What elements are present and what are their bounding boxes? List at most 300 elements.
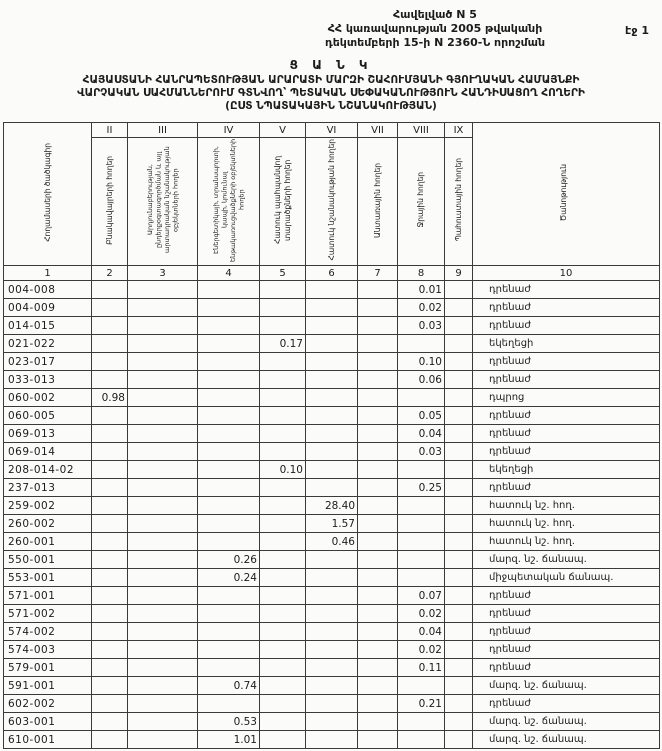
area-value-cell (306, 551, 358, 569)
area-value-cell (445, 677, 473, 695)
area-value-cell: 0.02 (398, 299, 445, 317)
area-value-cell (306, 641, 358, 659)
parcel-code-cell: 259-002 (4, 497, 92, 515)
table-row (4, 407, 660, 425)
area-value-cell (92, 713, 128, 731)
area-value-cell (92, 407, 128, 425)
area-value-cell (92, 299, 128, 317)
area-value-cell (92, 479, 128, 497)
parcel-code-cell: 574-003 (4, 641, 92, 659)
area-value-cell (445, 533, 473, 551)
table-row (4, 677, 660, 695)
area-value-cell (128, 533, 198, 551)
column-header-special-purpose-lands: Հատուկ նշանակության հողեր (306, 138, 358, 266)
area-value-cell (445, 641, 473, 659)
area-value-cell (92, 443, 128, 461)
table-row (4, 641, 660, 659)
area-value-cell: 0.74 (198, 677, 260, 695)
area-value-cell (445, 371, 473, 389)
table-row (4, 389, 660, 407)
area-value-cell (260, 497, 306, 515)
area-value-cell (198, 425, 260, 443)
note-cell: դրենաժ (473, 605, 660, 623)
area-value-cell: 0.01 (398, 281, 445, 299)
area-value-cell: 0.02 (398, 605, 445, 623)
parcel-code-cell: 610-001 (4, 731, 92, 749)
column-number: 3 (128, 266, 198, 281)
parcel-code-cell: 060-002 (4, 389, 92, 407)
area-value-cell (260, 569, 306, 587)
note-cell: դրենաժ (473, 623, 660, 641)
area-value-cell (398, 497, 445, 515)
area-value-cell (445, 497, 473, 515)
area-value-cell (128, 407, 198, 425)
parcel-code-cell: 069-013 (4, 425, 92, 443)
area-value-cell (128, 605, 198, 623)
area-value-cell (260, 281, 306, 299)
area-value-cell (358, 623, 398, 641)
area-value-cell (445, 587, 473, 605)
note-cell: մարզ. նշ. ճանապ. (473, 731, 660, 749)
area-value-cell (92, 371, 128, 389)
area-value-cell: 0.10 (260, 461, 306, 479)
area-value-cell (260, 299, 306, 317)
area-value-cell (128, 389, 198, 407)
area-value-cell (128, 677, 198, 695)
area-value-cell (92, 335, 128, 353)
column-number: 4 (198, 266, 260, 281)
note-cell: դրենաժ (473, 407, 660, 425)
area-value-cell (260, 677, 306, 695)
area-value-cell (445, 731, 473, 749)
table-row (4, 695, 660, 713)
area-value-cell (358, 353, 398, 371)
area-value-cell (128, 659, 198, 677)
area-value-cell: 0.10 (398, 353, 445, 371)
area-value-cell (128, 479, 198, 497)
area-value-cell (306, 371, 358, 389)
area-value-cell (445, 605, 473, 623)
area-value-cell: 0.11 (398, 659, 445, 677)
area-value-cell: 0.03 (398, 443, 445, 461)
area-value-cell (128, 551, 198, 569)
area-value-cell (445, 425, 473, 443)
roman-numeral-IV: IV (198, 123, 260, 138)
column-number: 2 (92, 266, 128, 281)
area-value-cell: 1.57 (306, 515, 358, 533)
column-number: 10 (473, 266, 660, 281)
table-row (4, 551, 660, 569)
column-header-settlement-lands: Բնակավայրերի հողեր (92, 138, 128, 266)
area-value-cell: 0.06 (398, 371, 445, 389)
parcel-code-cell: 591-001 (4, 677, 92, 695)
area-value-cell (358, 497, 398, 515)
column-header-forest-lands: Անտառային հողեր (358, 138, 398, 266)
area-value-cell (398, 533, 445, 551)
table-row (4, 569, 660, 587)
area-value-cell (445, 713, 473, 731)
area-value-cell (260, 389, 306, 407)
area-value-cell (92, 425, 128, 443)
table-row (4, 371, 660, 389)
parcel-code-cell: 033-013 (4, 371, 92, 389)
area-value-cell (358, 731, 398, 749)
parcel-code-cell: 571-002 (4, 605, 92, 623)
area-value-cell (128, 299, 198, 317)
area-value-cell (306, 569, 358, 587)
area-value-cell: 0.24 (198, 569, 260, 587)
area-value-cell (358, 281, 398, 299)
subtitle-line-1: ՀԱՅԱՍՏԱՆԻ ՀԱՆՐԱՊԵՏՈՒԹՅԱՆ ԱՐԱՐԱՏԻ ՄԱՐԶԻ ՇԱՀՈՒՄՅԱՆԻ ԳՅՈՒՂԱԿԱՆ ՀԱՄԱՅՆՔԻ (82, 74, 580, 86)
note-cell: հատուկ նշ. հող. (473, 497, 660, 515)
area-value-cell (358, 407, 398, 425)
column-number: 5 (260, 266, 306, 281)
column-number: 6 (306, 266, 358, 281)
area-value-cell (358, 569, 398, 587)
area-value-cell (260, 695, 306, 713)
parcel-code-cell: 602-002 (4, 695, 92, 713)
parcel-code-cell: 023-017 (4, 353, 92, 371)
note-cell: դրենաժ (473, 425, 660, 443)
area-value-cell (398, 569, 445, 587)
area-value-cell (128, 623, 198, 641)
parcel-code-cell: 014-015 (4, 317, 92, 335)
area-value-cell (306, 407, 358, 425)
area-value-cell (306, 389, 358, 407)
area-value-cell: 28.40 (306, 497, 358, 515)
area-value-cell (358, 515, 398, 533)
area-value-cell (306, 443, 358, 461)
area-value-cell (92, 605, 128, 623)
area-value-cell (260, 425, 306, 443)
area-value-cell: 0.26 (198, 551, 260, 569)
area-value-cell (260, 641, 306, 659)
area-value-cell (128, 569, 198, 587)
area-value-cell (198, 461, 260, 479)
area-value-cell (358, 335, 398, 353)
area-value-cell (92, 641, 128, 659)
area-value-cell (92, 515, 128, 533)
parcel-code-cell: 004-008 (4, 281, 92, 299)
area-value-cell (306, 713, 358, 731)
area-value-cell (128, 695, 198, 713)
area-value-cell (358, 551, 398, 569)
area-value-cell (260, 659, 306, 677)
parcel-code-cell: 021-022 (4, 335, 92, 353)
area-value-cell: 0.25 (398, 479, 445, 497)
area-value-cell (306, 425, 358, 443)
area-value-cell (92, 731, 128, 749)
table-row (4, 497, 660, 515)
area-value-cell (445, 335, 473, 353)
area-value-cell (358, 713, 398, 731)
area-value-cell (358, 587, 398, 605)
area-value-cell (306, 695, 358, 713)
area-value-cell (445, 317, 473, 335)
roman-numeral-VIII: VIII (398, 123, 445, 138)
area-value-cell (358, 533, 398, 551)
table-row (4, 299, 660, 317)
area-value-cell (128, 641, 198, 659)
note-cell: եկեղեցի (473, 461, 660, 479)
area-value-cell (260, 443, 306, 461)
area-value-cell (198, 335, 260, 353)
area-value-cell (358, 299, 398, 317)
table-row (4, 533, 660, 551)
area-value-cell (198, 299, 260, 317)
area-value-cell: 0.98 (92, 389, 128, 407)
area-value-cell (306, 677, 358, 695)
area-value-cell (398, 713, 445, 731)
area-value-cell (260, 587, 306, 605)
area-value-cell (358, 371, 398, 389)
area-value-cell (398, 677, 445, 695)
area-value-cell (306, 281, 358, 299)
table-row (4, 713, 660, 731)
area-value-cell (260, 533, 306, 551)
area-value-cell (398, 551, 445, 569)
area-value-cell (198, 533, 260, 551)
area-value-cell (306, 353, 358, 371)
area-value-cell (260, 515, 306, 533)
note-cell: մարզ. նշ. ճանապ. (473, 551, 660, 569)
roman-numeral-II: II (92, 123, 128, 138)
parcel-code-cell: 237-013 (4, 479, 92, 497)
area-value-cell (128, 713, 198, 731)
area-value-cell (198, 695, 260, 713)
parcel-code-cell: 060-005 (4, 407, 92, 425)
area-value-cell (306, 731, 358, 749)
area-value-cell: 1.01 (198, 731, 260, 749)
area-value-cell (260, 353, 306, 371)
area-value-cell (445, 407, 473, 425)
column-number-row (4, 266, 660, 281)
column-header-reserve-lands: Պահուստային հողեր (445, 138, 473, 266)
area-value-cell (92, 317, 128, 335)
area-value-cell (128, 371, 198, 389)
area-value-cell (92, 497, 128, 515)
area-value-cell: 0.04 (398, 623, 445, 641)
note-cell: դրենաժ (473, 353, 660, 371)
table-row (4, 623, 660, 641)
area-value-cell (445, 623, 473, 641)
area-value-cell (445, 443, 473, 461)
area-value-cell (128, 353, 198, 371)
parcel-code-cell: 553-001 (4, 569, 92, 587)
table-row (4, 587, 660, 605)
table-row (4, 425, 660, 443)
area-value-cell (306, 587, 358, 605)
area-value-cell (92, 677, 128, 695)
note-cell: դրենաժ (473, 371, 660, 389)
area-value-cell (128, 515, 198, 533)
area-value-cell (198, 317, 260, 335)
area-value-cell (306, 299, 358, 317)
area-value-cell (260, 371, 306, 389)
area-value-cell (398, 335, 445, 353)
area-value-cell (128, 425, 198, 443)
area-value-cell (198, 515, 260, 533)
table-body (4, 123, 660, 749)
note-cell: մարզ. նշ. ճանապ. (473, 677, 660, 695)
document-title: Ց Ա Ն Կ (289, 58, 373, 72)
area-value-cell (358, 425, 398, 443)
area-value-cell (306, 335, 358, 353)
column-number: 9 (445, 266, 473, 281)
area-value-cell (445, 479, 473, 497)
note-cell: դպրոց (473, 389, 660, 407)
area-value-cell (358, 695, 398, 713)
table-row (4, 317, 660, 335)
parcel-code-cell: 208-014-02 (4, 461, 92, 479)
appendix-line-1: Հավելված N 5 (393, 8, 477, 21)
area-value-cell (92, 569, 128, 587)
area-value-cell (445, 299, 473, 317)
area-value-cell (128, 335, 198, 353)
area-value-cell (260, 623, 306, 641)
note-cell: դրենաժ (473, 317, 660, 335)
area-value-cell (445, 389, 473, 407)
area-value-cell: 0.02 (398, 641, 445, 659)
area-value-cell (198, 479, 260, 497)
area-value-cell (92, 659, 128, 677)
area-value-cell: 0.53 (198, 713, 260, 731)
table-row (4, 281, 660, 299)
table-row (4, 353, 660, 371)
table-row (4, 335, 660, 353)
area-value-cell (128, 587, 198, 605)
table-row (4, 443, 660, 461)
area-value-cell (198, 623, 260, 641)
area-value-cell (306, 479, 358, 497)
parcel-code-cell: 603-001 (4, 713, 92, 731)
note-cell: դրենաժ (473, 587, 660, 605)
parcel-code-cell: 574-002 (4, 623, 92, 641)
area-value-cell (92, 533, 128, 551)
note-cell: դրենաժ (473, 443, 660, 461)
area-value-cell (128, 461, 198, 479)
roman-numeral-VII: VII (358, 123, 398, 138)
column-header-energy-transport-lands: Էներգետիկայի, տրանսպորտի, կապի, կոմունալ ենթակառուցվածքների օբյեկտների հողեր (198, 138, 260, 266)
column-header-water-lands: Ջրային հողեր (398, 138, 445, 266)
area-value-cell (198, 407, 260, 425)
note-cell: դրենաժ (473, 659, 660, 677)
note-cell: մարզ. նշ. ճանապ. (473, 713, 660, 731)
area-value-cell (306, 461, 358, 479)
note-cell: դրենաժ (473, 299, 660, 317)
parcel-code-cell: 579-001 (4, 659, 92, 677)
column-header-protected-area-lands: Հատուկ պահպանվող տարածքների հողեր (260, 138, 306, 266)
area-value-cell (128, 497, 198, 515)
note-cell: դրենաժ (473, 281, 660, 299)
area-value-cell: 0.17 (260, 335, 306, 353)
column-header-parcel-code: Հողամասերի ծածկագիր (4, 123, 92, 266)
area-value-cell (260, 605, 306, 623)
area-value-cell (128, 443, 198, 461)
area-value-cell (358, 659, 398, 677)
area-value-cell (398, 731, 445, 749)
area-value-cell (92, 461, 128, 479)
area-value-cell (445, 353, 473, 371)
area-value-cell (358, 461, 398, 479)
parcel-code-cell: 260-001 (4, 533, 92, 551)
area-value-cell (358, 641, 398, 659)
area-value-cell: 0.05 (398, 407, 445, 425)
note-cell: հատուկ նշ. հող. (473, 515, 660, 533)
appendix-line-2: ՀՀ կառավարության 2005 թվականի (327, 21, 543, 35)
area-value-cell (445, 515, 473, 533)
parcel-code-cell: 260-002 (4, 515, 92, 533)
area-value-cell (445, 461, 473, 479)
area-value-cell (306, 605, 358, 623)
area-value-cell (358, 479, 398, 497)
page-number: էջ 1 (625, 24, 649, 37)
roman-numeral-IX: IX (445, 123, 473, 138)
table-row (4, 479, 660, 497)
land-parcel-table (3, 122, 660, 749)
note-cell: հատուկ նշ. հող. (473, 533, 660, 551)
area-value-cell (398, 515, 445, 533)
table-row (4, 605, 660, 623)
document-header (3, 8, 659, 54)
roman-numeral-V: V (260, 123, 306, 138)
table-row (4, 515, 660, 533)
area-value-cell: 0.21 (398, 695, 445, 713)
column-number: 8 (398, 266, 445, 281)
area-value-cell (358, 389, 398, 407)
table-row (4, 461, 660, 479)
subtitle-line-2: ՎԱՐՉԱԿԱՆ ՍԱՀՄԱՆՆԵՐՈՒՄ ԳՏՆՎՈՂ՝ ՊԵՏԱԿԱՆ ՍԵՓԱԿԱՆՈՒԹՅՈՒՆ ՀԱՆԴԻՍԱՑՈՂ ՀՈՂԵՐԻ (77, 87, 585, 100)
area-value-cell (358, 677, 398, 695)
area-value-cell (198, 443, 260, 461)
area-value-cell (358, 443, 398, 461)
area-value-cell: 0.46 (306, 533, 358, 551)
area-value-cell (198, 587, 260, 605)
area-value-cell (92, 281, 128, 299)
note-cell: դրենաժ (473, 479, 660, 497)
roman-numeral-row (4, 123, 660, 138)
area-value-cell (92, 623, 128, 641)
area-value-cell (445, 695, 473, 713)
area-value-cell (92, 551, 128, 569)
area-value-cell (445, 569, 473, 587)
area-value-cell (260, 407, 306, 425)
area-value-cell (128, 317, 198, 335)
area-value-cell (306, 317, 358, 335)
area-value-cell (260, 551, 306, 569)
area-value-cell (260, 731, 306, 749)
area-value-cell (92, 587, 128, 605)
table-row (4, 659, 660, 677)
column-number: 7 (358, 266, 398, 281)
note-cell: եկեղեցի (473, 335, 660, 353)
area-value-cell (260, 317, 306, 335)
area-value-cell (260, 713, 306, 731)
area-value-cell (198, 281, 260, 299)
appendix-reference (265, 8, 605, 49)
parcel-code-cell: 069-014 (4, 443, 92, 461)
area-value-cell (398, 389, 445, 407)
area-value-cell (306, 659, 358, 677)
column-number: 1 (4, 266, 92, 281)
roman-numeral-VI: VI (306, 123, 358, 138)
area-value-cell (198, 353, 260, 371)
area-value-cell (198, 389, 260, 407)
area-value-cell (306, 623, 358, 641)
area-value-cell (358, 605, 398, 623)
area-value-cell (445, 281, 473, 299)
area-value-cell (92, 695, 128, 713)
